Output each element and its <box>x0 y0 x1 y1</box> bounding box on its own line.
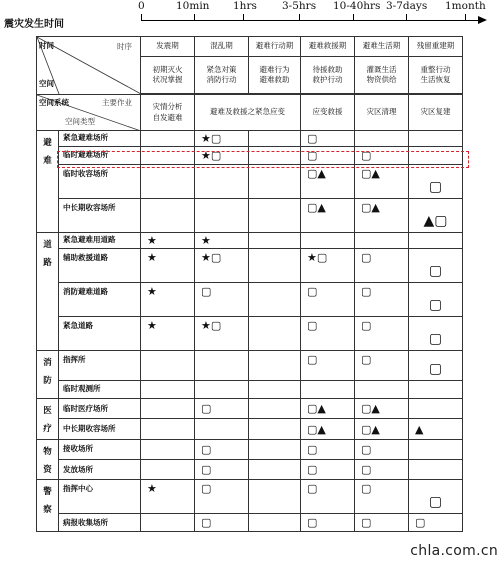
symbol-cell: ★ <box>141 233 195 249</box>
action-line: 消防行动 <box>206 75 237 84</box>
timeline-tick: 3-5hrs <box>282 0 317 12</box>
action-line: 避难救助 <box>259 75 290 84</box>
phase-header: 避难生活期 <box>355 37 409 57</box>
space-type-cell: 临时观测所 <box>59 381 141 399</box>
symbol-cell: ▢▲ <box>301 399 355 419</box>
action-cell <box>195 57 249 94</box>
category-char: 路 <box>43 257 52 268</box>
work-cell: 避难及救援之紧急应变 <box>195 95 301 131</box>
category-char: 道 <box>43 240 52 250</box>
symbol-cell: ▢ <box>409 165 463 199</box>
symbol-cell: ▲ <box>409 419 463 439</box>
category-cell <box>37 480 59 532</box>
symbol-cell <box>195 199 249 233</box>
action-line: 初期灭火 <box>152 64 183 74</box>
symbol-cell: ▢ <box>355 439 409 459</box>
symbol-cell: ▢ <box>301 480 355 514</box>
symbol-cell <box>141 131 195 147</box>
symbol-cell <box>141 381 195 399</box>
phase-header: 避难行动期 <box>249 37 301 57</box>
space-type-cell: 指挥所 <box>59 351 141 381</box>
sequence-label: 时序 <box>117 42 132 51</box>
timeline-tick: 3-7days <box>386 0 428 12</box>
space-type-cell: 接收场所 <box>59 439 141 459</box>
symbol-cell <box>249 381 301 399</box>
corner-time-label: 时间 <box>39 41 54 50</box>
table-row <box>37 233 463 249</box>
symbol-cell: ▢ <box>355 460 409 480</box>
symbol-cell: ▢ <box>195 283 249 317</box>
symbol-cell <box>195 165 249 199</box>
symbol-cell: ▲▢ <box>409 199 463 233</box>
symbol-cell <box>409 233 463 249</box>
symbol-cell: ★▢ <box>195 131 249 147</box>
symbol-cell: ▢ <box>301 147 355 165</box>
action-line: 状况掌握 <box>152 75 183 84</box>
symbol-cell: ▢ <box>355 351 409 381</box>
category-cell <box>37 131 59 233</box>
header-corner <box>37 37 141 95</box>
symbol-cell: ▢ <box>409 351 463 381</box>
timeline-mark <box>406 14 407 21</box>
symbol-cell: ▢▲ <box>355 419 409 439</box>
symbol-cell: ★ <box>141 249 195 283</box>
action-line: 待援救助 <box>312 64 343 74</box>
table-row <box>37 165 463 199</box>
work-cell: 灾区清理 <box>355 95 409 131</box>
timeline-mark <box>194 14 195 21</box>
category-char: 疗 <box>43 423 52 434</box>
timeline-arrow-icon <box>478 16 487 24</box>
timeline-axis <box>141 20 481 21</box>
action-cell <box>249 57 301 94</box>
symbol-cell <box>141 514 195 532</box>
space-type-cell: 中长期收容场所 <box>59 199 141 233</box>
action-line: 避难行为 <box>259 64 290 74</box>
category-cell <box>37 351 59 399</box>
action-line: 救护行动 <box>312 75 343 84</box>
space-type-cell: 病报收集场所 <box>59 514 141 532</box>
symbol-cell <box>249 514 301 532</box>
symbol-cell <box>249 460 301 480</box>
symbol-cell <box>409 460 463 480</box>
table-row <box>37 351 463 381</box>
space-type-cell: 紧急道路 <box>59 317 141 351</box>
symbol-cell: ▢ <box>301 351 355 381</box>
symbol-cell: ▢ <box>355 147 409 165</box>
symbol-cell: ★ <box>141 283 195 317</box>
symbol-cell: ▢ <box>301 317 355 351</box>
symbol-cell: ★ <box>141 317 195 351</box>
category-cell <box>37 233 59 351</box>
highlight-dashed-box <box>57 151 469 168</box>
table-row <box>37 439 463 459</box>
work-cell <box>141 95 195 131</box>
timeline-tick: 10min <box>176 0 210 12</box>
table-row <box>37 399 463 419</box>
category-cell <box>37 439 59 480</box>
symbol-cell: ▢ <box>409 514 463 532</box>
category-char: 警 <box>43 487 52 498</box>
category-char: 难 <box>43 155 52 166</box>
phase-header: 避难救援期 <box>301 37 355 57</box>
action-cell <box>141 57 195 94</box>
symbol-cell <box>249 419 301 439</box>
space-type-label: 空间类型 <box>65 116 95 126</box>
symbol-cell <box>409 131 463 147</box>
symbol-cell: ▢ <box>301 514 355 532</box>
symbol-cell: ▢ <box>355 480 409 514</box>
symbol-cell <box>249 249 301 283</box>
symbol-cell <box>195 381 249 399</box>
category-char: 资 <box>43 464 52 475</box>
space-type-cell: 临时医疗场所 <box>59 399 141 419</box>
action-cell <box>355 57 409 94</box>
timeline-tick: 1month <box>445 0 486 12</box>
timeline-label: 震灾发生时间 <box>4 19 64 30</box>
symbol-cell <box>409 439 463 459</box>
symbol-cell: ▢ <box>195 480 249 514</box>
symbol-cell: ▢▲ <box>355 165 409 199</box>
symbol-cell <box>249 351 301 381</box>
symbol-cell <box>141 460 195 480</box>
symbol-cell <box>355 381 409 399</box>
space-type-cell: 发放场所 <box>59 460 141 480</box>
symbol-cell: ★ <box>195 233 249 249</box>
symbol-cell: ▢▲ <box>301 165 355 199</box>
category-char: 医 <box>43 406 52 416</box>
timeline-mark <box>299 14 300 21</box>
symbol-cell <box>409 399 463 419</box>
action-line: 灌溉生活 <box>366 64 397 74</box>
symbol-cell <box>249 131 301 147</box>
table-row <box>37 199 463 233</box>
action-cell <box>409 57 463 94</box>
symbol-cell <box>249 165 301 199</box>
space-type-cell: 紧急避难场所 <box>59 131 141 147</box>
symbol-cell <box>249 439 301 459</box>
phase-header: 残留重建期 <box>409 37 463 57</box>
category-char: 防 <box>43 375 52 386</box>
symbol-cell <box>141 165 195 199</box>
symbol-cell: ▢▲ <box>355 399 409 419</box>
symbol-cell <box>301 381 355 399</box>
symbol-cell <box>141 351 195 381</box>
symbol-cell: ★▢ <box>301 249 355 283</box>
table-row <box>37 514 463 532</box>
space-type-cell: 指挥中心 <box>59 480 141 514</box>
symbol-cell: ★▢ <box>195 249 249 283</box>
action-line: 物资供给 <box>366 75 397 84</box>
table-row <box>37 317 463 351</box>
category-char: 察 <box>43 505 52 516</box>
space-system-corner <box>37 95 141 131</box>
space-type-cell: 临时收容场所 <box>59 165 141 199</box>
symbol-cell: ▢ <box>301 439 355 459</box>
symbol-cell: ★ <box>141 480 195 514</box>
work-cell: 应变救援 <box>301 95 355 131</box>
table-row <box>37 381 463 399</box>
category-char: 避 <box>43 138 52 148</box>
timeline-mark <box>141 14 142 21</box>
action-cell <box>301 57 355 94</box>
symbol-cell <box>141 199 195 233</box>
table-row <box>37 249 463 283</box>
symbol-cell <box>409 381 463 399</box>
watermark: chla.com.cn <box>410 543 498 559</box>
timeline-mark <box>353 14 354 21</box>
timeline-tick: 0 <box>138 0 145 12</box>
work-cell: 灾区复建 <box>409 95 463 131</box>
symbol-cell <box>195 351 249 381</box>
space-type-cell: 中长期收容场所 <box>59 419 141 439</box>
table-row <box>37 419 463 439</box>
category-char: 消 <box>43 358 52 368</box>
symbol-cell: ▢ <box>195 399 249 419</box>
disaster-response-table <box>36 36 463 532</box>
symbol-cell: ▢ <box>195 439 249 459</box>
timeline-tick: 1hrs <box>233 0 257 12</box>
symbol-cell: ▢ <box>355 317 409 351</box>
table-body <box>37 131 463 532</box>
symbol-cell: ★▢ <box>195 317 249 351</box>
symbol-cell: ▢ <box>409 283 463 317</box>
table-row <box>37 460 463 480</box>
symbol-cell: ▢▲ <box>301 419 355 439</box>
phase-header: 发震期 <box>141 37 195 57</box>
symbol-cell: ★▢ <box>195 147 249 165</box>
timeline-tick: 10-40hrs <box>333 0 381 12</box>
symbol-cell: ▢ <box>301 460 355 480</box>
symbol-cell: ▢ <box>409 480 463 514</box>
space-type-cell: 临时避难场所 <box>59 147 141 165</box>
symbol-cell: ▢ <box>195 514 249 532</box>
symbol-cell <box>141 439 195 459</box>
symbol-cell: ▢▲ <box>355 199 409 233</box>
category-char: 物 <box>43 446 52 457</box>
work-line: 灾情分析 <box>152 102 183 112</box>
space-type-cell: 消防避难道路 <box>59 283 141 317</box>
symbol-cell <box>249 399 301 419</box>
action-line: 重整行动 <box>420 64 451 74</box>
space-system-label: 空间系统 <box>39 98 69 107</box>
timeline-mark <box>465 14 466 21</box>
symbol-cell <box>249 317 301 351</box>
symbol-cell <box>249 199 301 233</box>
action-line: 生活恢复 <box>420 75 451 84</box>
symbol-cell <box>249 233 301 249</box>
symbol-cell <box>195 419 249 439</box>
symbol-cell <box>355 131 409 147</box>
table-row <box>37 131 463 147</box>
symbol-cell: ▢ <box>409 317 463 351</box>
symbol-cell <box>141 419 195 439</box>
symbol-cell <box>249 480 301 514</box>
corner-space-label: 空间 <box>39 78 54 88</box>
timeline-mark <box>243 14 244 21</box>
table-row <box>37 480 463 514</box>
symbol-cell: ▢ <box>301 283 355 317</box>
symbol-cell: ▢ <box>301 131 355 147</box>
symbol-cell: ▢ <box>355 514 409 532</box>
symbol-cell: ▢ <box>355 283 409 317</box>
symbol-cell <box>301 233 355 249</box>
phase-header: 混乱期 <box>195 37 249 57</box>
symbol-cell: ▢▲ <box>301 199 355 233</box>
table-row <box>37 283 463 317</box>
symbol-cell: ▢ <box>355 249 409 283</box>
work-line: 自发避难 <box>152 112 183 122</box>
category-cell <box>37 399 59 440</box>
work-label: 主要作业 <box>102 98 132 107</box>
symbol-cell: ▢ <box>409 249 463 283</box>
symbol-cell <box>355 233 409 249</box>
action-line: 紧急对策 <box>206 64 237 74</box>
symbol-cell: ▢ <box>195 460 249 480</box>
space-type-cell: 紧急避难用道路 <box>59 233 141 249</box>
space-type-cell: 辅助救援道路 <box>59 249 141 283</box>
symbol-cell <box>141 399 195 419</box>
symbol-cell <box>249 283 301 317</box>
